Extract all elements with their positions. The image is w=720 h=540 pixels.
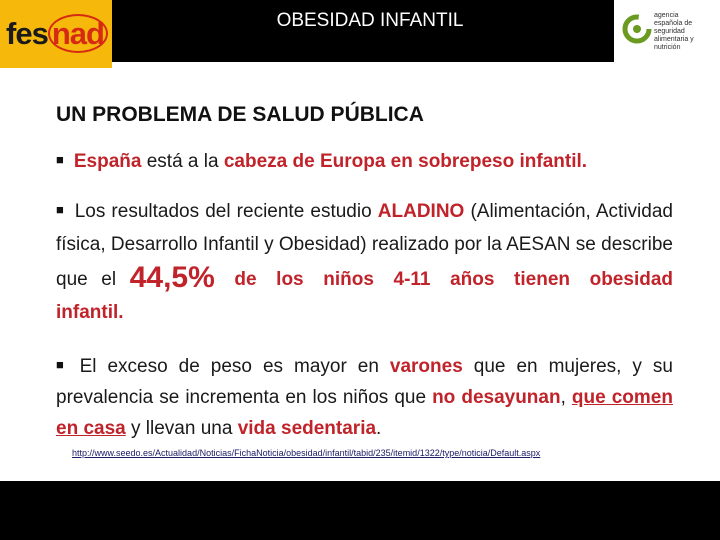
- slide-content: [56, 96, 673, 444]
- section-heading: UN PROBLEMA DE SALUD PÚBLICA: [56, 103, 424, 126]
- bullet-square-icon: ■: [56, 202, 65, 217]
- fesnad-logo: [0, 0, 112, 68]
- bullet-square-icon: ■: [56, 357, 70, 372]
- fesnad-logo-text: fes nad: [6, 16, 108, 52]
- bullet-square-icon: ■: [56, 152, 64, 167]
- aesan-logo-text: agencia española de seguridad alimentaria y nutrición: [654, 12, 694, 51]
- bullet-3: ■ El exceso de peso es mayor en varones que en mujeres, y su prevalencia se incrementa en los niños que no desayunan, que comen en casa y llevan una vida sedentaria.: [56, 356, 673, 439]
- footer-bar: [0, 481, 720, 540]
- aesan-logo: [614, 0, 720, 62]
- bullet-2: ■ Los resultados del reciente estudio ALADINO (Alimentación, Actividad física, Desarrollo Infantil y Obesidad) realizado por la AESAN se describe que el 44,5% de los niños 4-11 años tienen obesidad infantil.: [56, 201, 673, 323]
- slide-title: OBESIDAD INFANTIL: [276, 10, 464, 31]
- aesan-swirl-icon: [622, 14, 652, 44]
- source-link[interactable]: http://www.seedo.es/Actualidad/Noticias/FichaNoticia/obesidad/infantil/tabid/235/itemid/1322/type/noticia/Default.aspx: [72, 448, 541, 458]
- bullet-1: ■ España está a la cabeza de Europa en sobrepeso infantil.: [56, 151, 588, 172]
- highlight-percentage: 44,5%: [129, 261, 215, 294]
